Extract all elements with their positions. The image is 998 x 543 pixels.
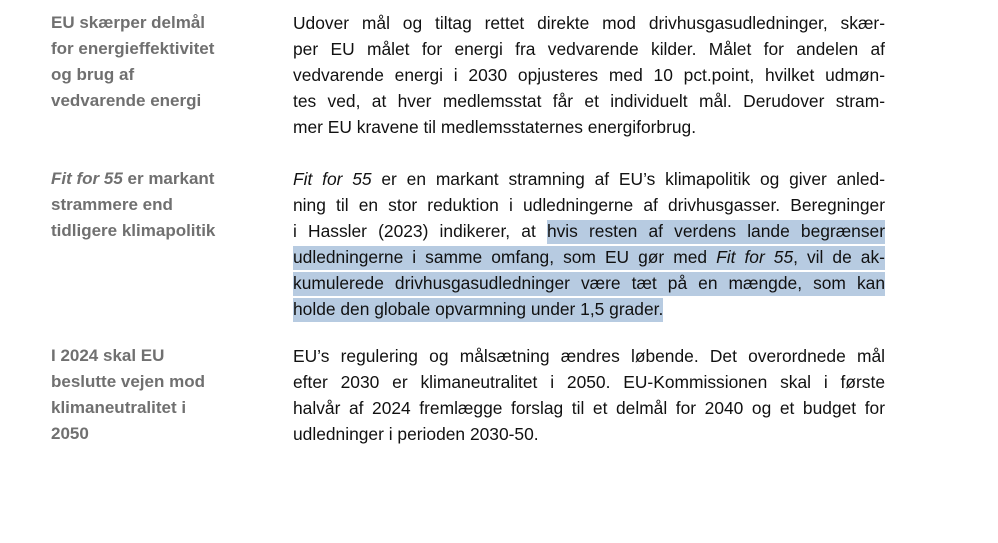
margin-note-2024 — [51, 343, 251, 447]
paragraph-line: tes ved, at hver medlemsstat får et individuelt mål. Derudover stram- — [293, 91, 885, 111]
paragraph-line — [293, 270, 885, 296]
note-line: og brug af — [51, 65, 135, 84]
paragraph-line: mer EU kravene til medlemsstaternes energiforbrug. — [293, 117, 697, 137]
paragraph-line: halvår af 2024 fremlægge forslag til et delmål for 2040 og et budget for — [293, 398, 885, 418]
paragraph-line — [293, 166, 885, 192]
paragraph-line: efter 2030 er klimaneutralitet i 2050. EU-Kommissionen skal i første — [293, 372, 885, 392]
paragraph-line: EU’s regulering og målsætning ændres løbende. Det overordnede mål — [293, 346, 885, 366]
margin-note-energy — [51, 10, 251, 114]
note-italic-term: Fit for 55 — [51, 169, 123, 188]
note-line — [51, 166, 251, 192]
note-line: for energieffektivitet — [51, 39, 215, 58]
text-run: , vil de ak- — [793, 247, 885, 267]
paragraph-line — [293, 296, 885, 322]
paragraph-line — [293, 218, 885, 244]
highlighted-text[interactable]: kumulerede drivhusgasudledninger være tæt på en mængde, som kan — [293, 272, 885, 296]
note-line-rest: er markant — [122, 169, 215, 188]
paragraph-line: Udover mål og tiltag rettet direkte mod drivhusgasudledninger, skær- — [293, 13, 885, 33]
note-line: EU skærper delmål — [51, 13, 206, 32]
paragraph-line: udledninger i perioden 2030-50. — [293, 424, 539, 444]
note-line: 2050 — [51, 424, 89, 443]
highlighted-text[interactable]: hvis resten af verdens lande begrænser — [547, 220, 885, 244]
paragraph-line: per EU målet for energi fra vedvarende kilder. Målet for andelen af — [293, 39, 885, 59]
text-run: udledningerne i samme omfang, som EU gør med — [293, 247, 717, 267]
note-line: tidligere klimapolitik — [51, 221, 216, 240]
text-run: i Hassler (2023) indikerer, at — [293, 221, 547, 241]
note-line: strammere end — [51, 195, 173, 214]
paragraph-energy — [293, 10, 885, 140]
note-line: vedvarende energi — [51, 91, 202, 110]
paragraph-fit-for-55 — [293, 166, 885, 322]
margin-note-fit-for-55 — [51, 166, 251, 244]
note-line: beslutte vejen mod — [51, 372, 205, 391]
text-run: er en markant stramning af EU’s klimapolitik og giver anled- — [371, 169, 885, 189]
paragraph-2024 — [293, 343, 885, 447]
paragraph-line — [293, 244, 885, 270]
highlighted-text[interactable] — [293, 246, 885, 270]
paragraph-line: ning til en stor reduktion i udledningerne af drivhusgasser. Beregninger — [293, 195, 885, 215]
note-line: klimaneutralitet i — [51, 398, 187, 417]
highlighted-text[interactable]: holde den globale opvarmning under 1,5 grader. — [293, 298, 663, 322]
paragraph-line: vedvarende energi i 2030 opjusteres med 10 pct.point, hvilket udmøn- — [293, 65, 885, 85]
italic-term: Fit for 55 — [293, 169, 372, 189]
note-line: I 2024 skal EU — [51, 346, 165, 365]
italic-term: Fit for 55 — [716, 247, 794, 267]
